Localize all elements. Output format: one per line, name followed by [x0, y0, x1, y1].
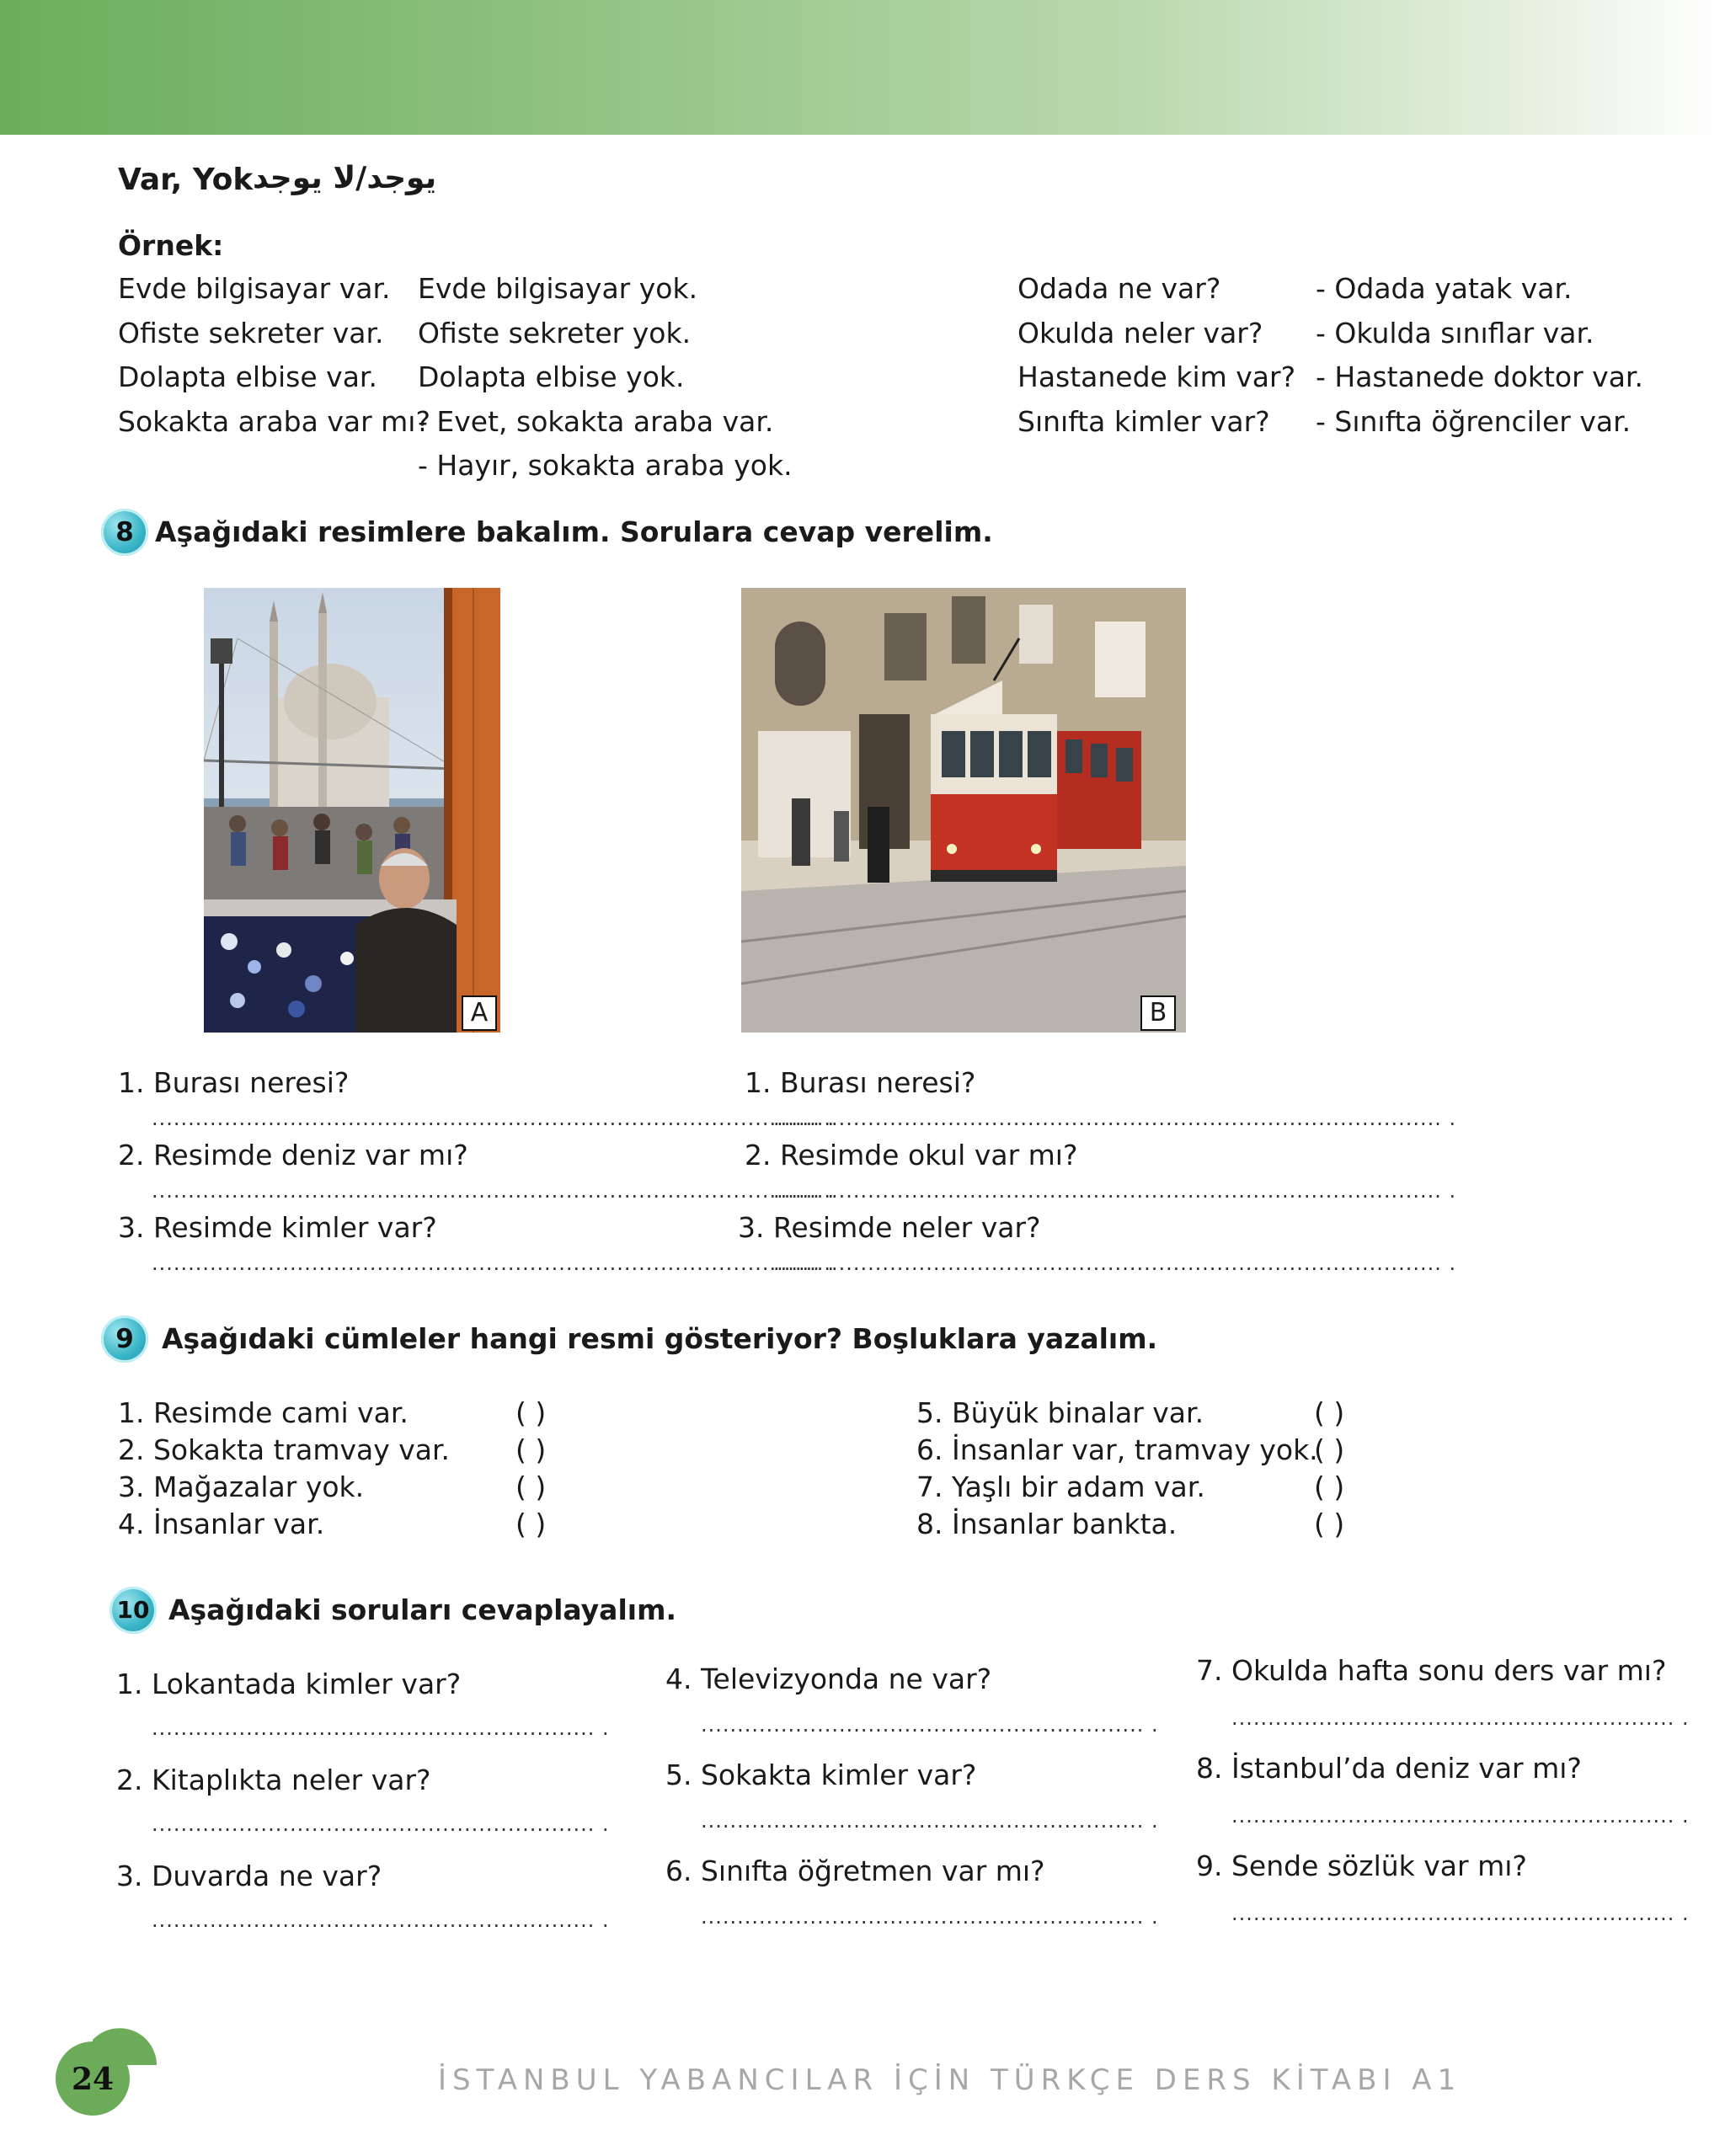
answer-line[interactable]: ............................................................. .: [152, 1812, 610, 1836]
question-9: 9. Sende sözlük var mı?: [1196, 1849, 1527, 1882]
question-b-2: 2. Resimde okul var mı?: [745, 1139, 1078, 1171]
answer-line[interactable]: ............................................................. .: [1231, 1804, 1690, 1828]
ex9-right-blanks: [1314, 1395, 1344, 1543]
answer-line[interactable]: ............................................................. .: [1231, 1706, 1690, 1730]
question-3: 3. Duvarda ne var?: [116, 1860, 382, 1892]
page-number: 24: [71, 2062, 115, 2097]
photo-b: [741, 588, 1186, 1033]
example-line: Ofiste sekreter yok.: [418, 316, 692, 350]
example-line: Evde bilgisayar yok.: [418, 272, 698, 305]
example-line: Ofiste sekreter var.: [118, 316, 384, 350]
question-b-1: 1. Burası neresi?: [745, 1066, 976, 1099]
answer-blank[interactable]: ( ): [515, 1396, 547, 1429]
photo-b-label: B: [1140, 995, 1176, 1031]
example-col-1: [118, 267, 430, 444]
ex9-right-sentences: [916, 1395, 1318, 1543]
example-line: - Evet, sokakta araba var.: [418, 404, 774, 438]
answer-blank[interactable]: ( ): [1314, 1396, 1345, 1429]
answer-line[interactable]: ............................................................................................ .: [773, 1251, 1457, 1275]
book-title-footer: İSTANBUL YABANCILAR İÇİN TÜRKÇE DERS KİTABI A1: [438, 2063, 1462, 2097]
example-line: Evde bilgisayar var.: [118, 272, 391, 305]
question-1: 1. Lokantada kimler var?: [116, 1668, 462, 1700]
answer-blank[interactable]: ( ): [1314, 1470, 1345, 1503]
exercise-9-badge: 9: [101, 1315, 148, 1363]
sentence: 5. Büyük binalar var.: [916, 1396, 1204, 1429]
example-label: Örnek:: [118, 229, 224, 262]
question-4: 4. Televizyonda ne var?: [665, 1662, 992, 1695]
answer-line[interactable]: ............................................................. .: [701, 1713, 1159, 1737]
question-a-2: 2. Resimde deniz var mı?: [118, 1139, 468, 1171]
answer-line[interactable]: ............................................................. .: [701, 1809, 1159, 1833]
answer-line[interactable]: ............................................................. .: [152, 1716, 610, 1740]
example-line: - Odada yatak var.: [1316, 272, 1573, 305]
example-line: Sınıfta kimler var?: [1017, 404, 1270, 438]
exercise-10-badge: 10: [109, 1587, 157, 1634]
exercise-8-instruction: Aşağıdaki resimlere bakalım. Sorulara cevap verelim.: [155, 515, 993, 548]
question-7: 7. Okulda hafta sonu ders var mı?: [1196, 1654, 1667, 1687]
sentence: 1. Resimde cami var.: [118, 1396, 409, 1429]
answer-line[interactable]: ............................................................. .: [152, 1908, 610, 1932]
ex9-left-blanks: [515, 1395, 546, 1543]
answer-blank[interactable]: ( ): [515, 1508, 547, 1540]
example-col-3: [1017, 267, 1295, 444]
photo-b-illustration: [741, 588, 1186, 1033]
answer-line[interactable]: ............................................................................................ .: [152, 1251, 836, 1275]
example-line: Odada ne var?: [1017, 272, 1221, 305]
example-line: - Hastanede doktor var.: [1316, 360, 1643, 393]
page-number-badge: [56, 2040, 157, 2116]
sentence: 3. Mağazalar yok.: [118, 1470, 365, 1503]
question-2: 2. Kitaplıkta neler var?: [116, 1764, 431, 1796]
example-line: Sokakta araba var mı?: [118, 404, 430, 438]
header-band: [0, 0, 1725, 135]
question-5: 5. Sokakta kimler var?: [665, 1758, 977, 1791]
answer-line[interactable]: ............................................................................................ .: [773, 1179, 1457, 1203]
sentence: 8. İnsanlar bankta.: [916, 1508, 1178, 1540]
ex9-left-sentences: [118, 1395, 450, 1543]
question-6: 6. Sınıfta öğretmen var mı?: [665, 1854, 1045, 1887]
answer-blank[interactable]: ( ): [1314, 1433, 1345, 1466]
arabic-title: يوجد/لا يوجد: [253, 161, 437, 195]
photo-a-label: A: [462, 995, 497, 1031]
example-line: - Hayır, sokakta araba yok.: [418, 449, 793, 482]
example-line: Hastanede kim var?: [1017, 360, 1296, 393]
example-line: - Okulda sınıflar var.: [1316, 316, 1594, 350]
example-line: - Sınıfta öğrenciler var.: [1316, 404, 1632, 438]
answer-line[interactable]: ............................................................. .: [1231, 1902, 1690, 1925]
example-line: Okulda neler var?: [1017, 316, 1263, 350]
exercise-9-instruction: Aşağıdaki cümleler hangi resmi gösteriyor? Boşluklara yazalım.: [162, 1322, 1158, 1355]
question-a-3: 3. Resimde kimler var?: [118, 1211, 437, 1244]
answer-blank[interactable]: ( ): [515, 1433, 547, 1466]
question-8: 8. İstanbul’da deniz var mı?: [1196, 1752, 1582, 1785]
question-b-3: 3. Resimde neler var?: [738, 1211, 1041, 1244]
exercise-8-badge: 8: [101, 509, 148, 556]
example-line: Dolapta elbise yok.: [418, 360, 685, 393]
sentence: 2. Sokakta tramvay var.: [118, 1433, 451, 1466]
answer-blank[interactable]: ( ): [515, 1470, 547, 1503]
answer-line[interactable]: ............................................................................................ .: [152, 1179, 836, 1203]
answer-line[interactable]: ............................................................................................ .: [152, 1107, 836, 1130]
photo-a: [204, 588, 500, 1033]
sentence: 7. Yaşlı bir adam var.: [916, 1470, 1205, 1503]
sentence: 4. İnsanlar var.: [118, 1508, 325, 1540]
example-col-4: [1316, 267, 1643, 444]
example-col-2: [418, 267, 793, 488]
answer-line[interactable]: ............................................................................................ .: [773, 1107, 1457, 1130]
question-a-1: 1. Burası neresi?: [118, 1066, 350, 1099]
photo-a-illustration: [204, 588, 500, 1033]
example-line: Dolapta elbise var.: [118, 360, 377, 393]
answer-line[interactable]: ............................................................. .: [701, 1905, 1159, 1929]
sentence: 6. İnsanlar var, tramvay yok.: [916, 1433, 1318, 1466]
exercise-10-instruction: Aşağıdaki soruları cevaplayalım.: [168, 1593, 676, 1626]
answer-blank[interactable]: ( ): [1314, 1508, 1345, 1540]
section-title: Var, Yok: [118, 163, 254, 197]
